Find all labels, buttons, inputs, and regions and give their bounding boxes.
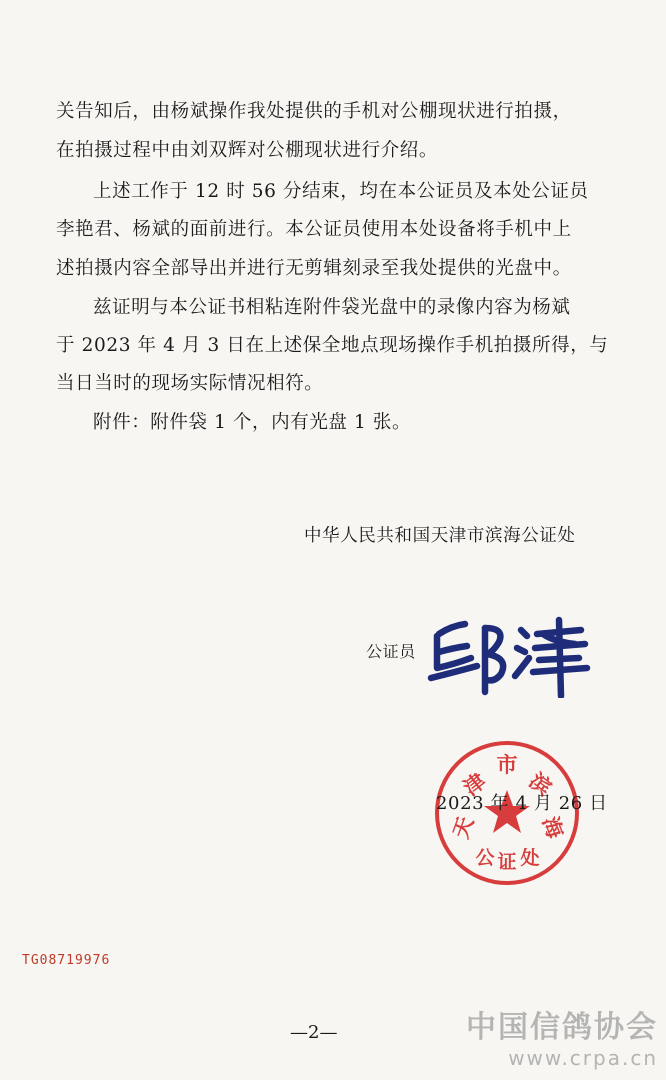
svg-text:证: 证 <box>497 851 517 873</box>
svg-text:公: 公 <box>475 847 495 869</box>
issuing-office: 中华人民共和国天津市滨海公证处 <box>304 526 576 546</box>
watermark-title: 中国信鸽协会 <box>466 1010 658 1045</box>
body-line: 述拍摄内容全部导出并进行无剪辑刻录至我处提供的光盘中。 <box>56 258 572 279</box>
body-line: 上述工作于 12 时 56 分结束，均在本公证员及本处公证员 <box>93 181 589 202</box>
body-line: 于 2023 年 4 月 3 日在上述保全地点现场操作手机拍摄所得，与 <box>56 335 609 356</box>
svg-text:海: 海 <box>537 813 569 842</box>
svg-text:天: 天 <box>447 813 479 842</box>
svg-text:津: 津 <box>458 767 491 801</box>
attachment-line: 附件：附件袋 1 个，内有光盘 1 张。 <box>93 412 412 433</box>
document-code: TG08719976 <box>22 953 111 968</box>
svg-text:处: 处 <box>520 847 540 869</box>
watermark <box>466 1010 658 1070</box>
notary-signature <box>425 612 595 698</box>
svg-text:市: 市 <box>496 752 518 777</box>
body-line: 在拍摄过程中由刘双辉对公棚现状进行介绍。 <box>56 140 439 161</box>
issue-date: 2023 年 4 月 26 日 <box>436 793 608 814</box>
notary-label: 公证员 <box>366 642 416 661</box>
watermark-url: www.crpa.cn <box>508 1046 658 1070</box>
body-line: 当日当时的现场实际情况相符。 <box>56 373 324 394</box>
page-number: —2— <box>290 1022 338 1043</box>
body-line: 李艳君、杨斌的面前进行。本公证员使用本处设备将手机中上 <box>56 219 572 240</box>
svg-text:滨: 滨 <box>524 767 557 801</box>
body-line: 兹证明与本公证书相粘连附件袋光盘中的录像内容为杨斌 <box>93 297 571 318</box>
body-line: 关告知后，由杨斌操作我处提供的手机对公棚现状进行拍摄， <box>56 101 572 122</box>
